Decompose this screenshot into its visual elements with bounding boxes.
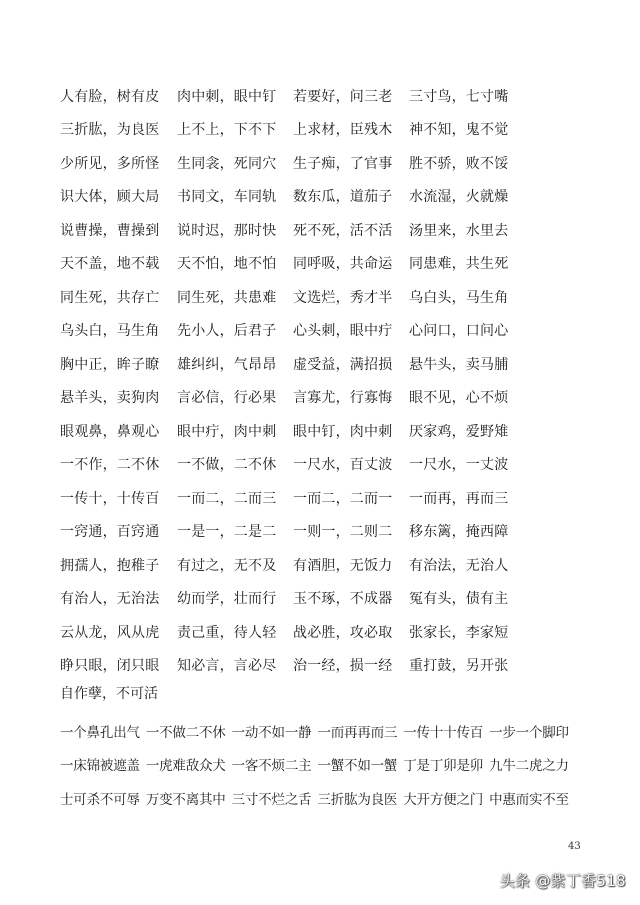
phrase-cell: 若要好，问三老: [293, 88, 393, 105]
phrase-cell: 生同衾，死同穴: [177, 155, 277, 172]
watermark: 头条 @紫丁香518: [499, 872, 626, 890]
phrase-row: [60, 79, 529, 113]
phrase-cell: 厌家鸡，爱野雉: [409, 423, 509, 440]
phrase-cell: 玉不琢，不成器: [293, 591, 393, 608]
phrase-cell: 拥孺人，抱稚子: [60, 557, 160, 574]
idiom-item: 九牛二虎之力: [489, 758, 569, 775]
idiom-item: 一而再再而三: [317, 724, 398, 741]
phrase-cell: 心问口，口问心: [409, 323, 509, 340]
phrase-cell: 知必言，言必尽: [177, 658, 277, 675]
phrase-row: [60, 448, 529, 482]
phrase-row: [60, 481, 529, 515]
phrase-cell: 一传十，十传百: [60, 490, 160, 507]
idiom-item: 士可杀不可辱: [60, 791, 140, 808]
phrase-cell: 少所见，多所怪: [60, 155, 160, 172]
phrase-row: [60, 515, 529, 549]
phrase-cell: 有治法，无治人: [409, 557, 509, 574]
phrase-cell: 言必信，行必果: [177, 390, 277, 407]
phrase-cell: 先小人，后君子: [177, 323, 277, 340]
phrase-cell: 张家长，李家短: [409, 624, 509, 641]
page-number: 43: [568, 841, 581, 852]
idiom-item: 一动不如一静: [231, 724, 312, 741]
phrase-cell: 同生死，共存亡: [60, 289, 160, 306]
idiom-item: 一不做二不休: [145, 724, 226, 741]
idiom-item: 一虎难敌众犬: [145, 758, 226, 775]
idiom-row: [60, 781, 575, 815]
phrase-cell: 胜不骄，败不馁: [409, 155, 509, 172]
phrase-row: [60, 113, 529, 147]
phrase-row: [60, 247, 529, 281]
phrase-cell: 有过之，无不及: [177, 557, 277, 574]
phrase-cell: 肉中刺，眼中钉: [177, 88, 277, 105]
phrase-cell: 眼中疔，肉中刺: [177, 423, 277, 440]
phrase-cell: 识大体，顾大局: [60, 189, 160, 206]
idiom-row: [60, 714, 575, 748]
phrase-cell: 心头刺，眼中疔: [293, 323, 393, 340]
idiom-item: 一蟹不如一蟹: [317, 758, 398, 775]
phrase-cell: 睁只眼，闭只眼: [60, 658, 160, 675]
phrase-grid: [60, 79, 529, 682]
phrase-cell: 一尺水，百丈波: [293, 457, 393, 474]
idiom-item: 一步一个脚印: [489, 724, 569, 741]
phrase-row: [60, 146, 529, 180]
phrase-cell: 移东篱，掩西障: [409, 524, 509, 541]
phrase-cell: 悬羊头，卖狗肉: [60, 390, 160, 407]
phrase-cell: 眼中钉，肉中刺: [293, 423, 393, 440]
phrase-cell: 同呼吸，共命运: [293, 256, 393, 273]
phrase-cell: 一而再，再而三: [409, 490, 509, 507]
idiom-item: 三折肱为良医: [317, 791, 398, 808]
phrase-cell: 死不死，活不活: [293, 222, 393, 239]
phrase-cell: 书同文，车同轨: [177, 189, 277, 206]
phrase-row: [60, 213, 529, 247]
phrase-cell: 有酒胆，无饭力: [293, 557, 393, 574]
idiom-list: [60, 714, 575, 815]
phrase-row: [60, 314, 529, 348]
idiom-item: 万变不离其中: [145, 791, 226, 808]
phrase-cell: 说曹操，曹操到: [60, 222, 160, 239]
phrase-row: [60, 180, 529, 214]
phrase-row: [60, 381, 529, 415]
phrase-cell: 一则一，二则二: [293, 524, 393, 541]
phrase-cell: 胸中正，眸子瞭: [60, 356, 160, 373]
phrase-row: [60, 280, 529, 314]
phrase-cell: 同患难，共生死: [409, 256, 509, 273]
phrase-cell: 悬牛头，卖马脯: [409, 356, 509, 373]
phrase-row: [60, 414, 529, 448]
phrase-cell: 神不知，鬼不觉: [409, 122, 509, 139]
phrase-cell: 战必胜，攻必取: [293, 624, 393, 641]
phrase-row: [60, 615, 529, 649]
idiom-item: 大开方便之门: [403, 791, 484, 808]
idiom-item: 中惠而实不至: [489, 791, 569, 808]
phrase-cell: 眼不见，心不烦: [409, 390, 509, 407]
phrase-cell: 一而二，二而一: [293, 490, 393, 507]
phrase-cell: 乌白头，马生角: [409, 289, 509, 306]
phrase-cell: 上不上，下不下: [177, 122, 277, 139]
phrase-row: [60, 582, 529, 616]
phrase-cell: 治一经，损一经: [293, 658, 393, 675]
phrase-cell: 一是一，二是二: [177, 524, 277, 541]
phrase-cell: 天不盖，地不载: [60, 256, 160, 273]
phrase-cell: 说时迟，那时快: [177, 222, 277, 239]
phrase-cell: 生子痴，了官事: [293, 155, 393, 172]
phrase-cell: 天不怕，地不怕: [177, 256, 277, 273]
phrase-cell: 虚受益，满招损: [293, 356, 393, 373]
phrase-cell: 重打鼓，另开张: [409, 658, 509, 675]
phrase-cell: 水流湿，火就燥: [409, 189, 509, 206]
phrase-cell: 一尺水，一丈波: [409, 457, 509, 474]
phrase-cell: 人有脸，树有皮: [60, 88, 160, 105]
phrase-cell: 同生死，共患难: [177, 289, 277, 306]
phrase-row: [60, 347, 529, 381]
phrase-cell: 数东瓜，道茄子: [293, 189, 393, 206]
idiom-item: 一客不烦二主: [231, 758, 312, 775]
phrase-cell: 有治人，无治法: [60, 591, 160, 608]
phrase-cell: 一不作，二不休: [60, 457, 160, 474]
phrase-cell: 汤里来，水里去: [409, 222, 509, 239]
idiom-item: 丁是丁卯是卯: [403, 758, 484, 775]
phrase-cell: 一不做，二不休: [177, 457, 277, 474]
phrase-cell: 责己重，待人轻: [177, 624, 277, 641]
idiom-item: 一个鼻孔出气: [60, 724, 140, 741]
idiom-item: 一床锦被遮盖: [60, 758, 140, 775]
idiom-item: 三寸不烂之舌: [231, 791, 312, 808]
phrase-cell: 雄纠纠，气昂昂: [177, 356, 277, 373]
phrase-cell: 文选烂，秀才半: [293, 289, 393, 306]
phrase-cell: 一而二，二而三: [177, 490, 277, 507]
phrase-cell: 眼观鼻，鼻观心: [60, 423, 160, 440]
phrase-cell: 冤有头，债有主: [409, 591, 509, 608]
phrase-cell: 言寡尤，行寡悔: [293, 390, 393, 407]
phrase-row: [60, 548, 529, 582]
phrase-row: [60, 649, 529, 683]
phrase-cell: 三寸鸟，七寸嘴: [409, 88, 509, 105]
idiom-row: [60, 748, 575, 782]
idiom-item: 一传十十传百: [403, 724, 484, 741]
phrase-cell: 云从龙，风从虎: [60, 624, 160, 641]
phrase-cell: 三折肱，为良医: [60, 122, 160, 139]
phrase-cell: 一窍通，百窍通: [60, 524, 160, 541]
phrase-cell: 乌头白，马生角: [60, 323, 160, 340]
single-phrase: 自作孽，不可活: [60, 686, 158, 702]
phrase-cell: 幼而学，壮而行: [177, 591, 277, 608]
phrase-cell: 上求材，臣残木: [293, 122, 393, 139]
